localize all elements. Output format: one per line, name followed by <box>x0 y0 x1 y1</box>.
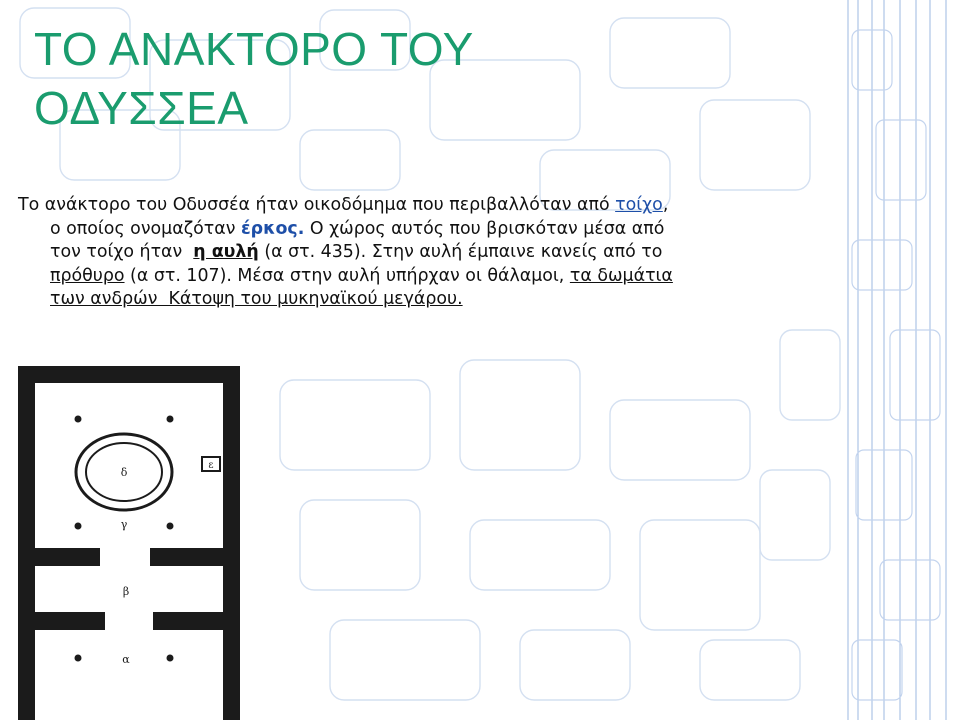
title-line-2: ΟΔΥΣΣΕΑ <box>34 81 249 134</box>
title-line-1: ΤΟ ΑΝΑΚΤΟΡΟ ΤΟΥ <box>34 23 474 75</box>
doorway-2 <box>105 612 153 630</box>
rooms-term: τα δωμάτια <box>569 265 673 286</box>
doorway-1 <box>100 548 150 566</box>
side-label: ε <box>208 460 214 471</box>
room-label-gamma: γ <box>120 518 128 531</box>
paragraph-text: τον τοίχο ήταν <box>50 242 194 263</box>
paragraph-text: Το ανάκτορο του Οδυσσέα ήταν οικοδόμημα που περιβαλλόταν από <box>18 195 616 215</box>
floor-plan-caption: των ανδρών Κάτοψη του μυκηναϊκού μεγάρου. <box>50 289 463 310</box>
courtyard-term: η αυλή <box>193 242 259 263</box>
wall-link[interactable]: τοίχο <box>615 195 663 215</box>
paragraph-text: , <box>662 195 669 215</box>
paragraph-text: (α στ. 107). Μέσα στην αυλή υπήρχαν οι θάλαμοι, <box>124 265 570 286</box>
paragraph-text: (α στ. 435). Στην αυλή έμπαινε κανείς από το <box>258 242 663 263</box>
herkos-link[interactable]: έρκος. <box>240 218 305 239</box>
paragraph-text: Ο χώρος αυτός που βρισκόταν μέσα από <box>304 218 665 239</box>
outer-wall <box>18 366 240 720</box>
room-label-beta: β <box>122 585 130 598</box>
room-label-alpha: α <box>122 653 130 666</box>
paragraph-text: ο οποίος ονομαζόταν <box>50 218 241 239</box>
room-label-delta: δ <box>120 466 128 479</box>
prothyro-term: πρόθυρο <box>50 265 125 286</box>
